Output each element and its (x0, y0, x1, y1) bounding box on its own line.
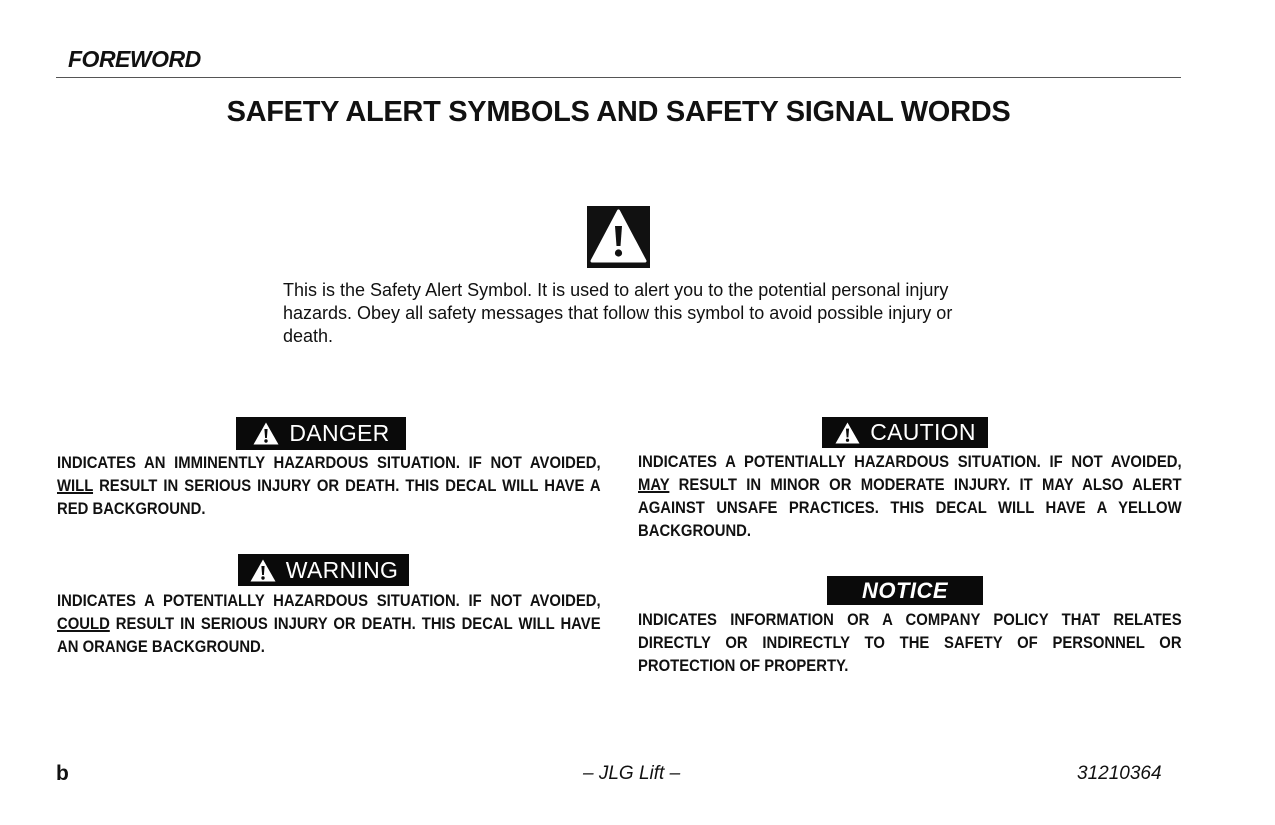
caution-description (638, 451, 1182, 543)
warning-description (57, 590, 601, 659)
caution-word: CAUTION (870, 419, 976, 445)
page-title: SAFETY ALERT SYMBOLS AND SAFETY SIGNAL WORDS (226, 96, 1011, 128)
footer-publisher: – JLG Lift – (583, 763, 681, 784)
caution-text-after: RESULT IN MINOR OR MODERATE INJURY. IT MAY ALSO ALERT AGAINST UNSAFE PRACTICES. THIS DECAL WILL HAVE A YELLOW BACKGROUND. (638, 476, 1182, 540)
warning-label (238, 554, 409, 586)
section-title: FOREWORD (68, 46, 201, 72)
document-number: 31210364 (1077, 763, 1162, 784)
warning-triangle-icon (249, 558, 277, 583)
safety-alert-description: This is the Safety Alert Symbol. It is used to alert you to the potential personal injury hazards. Obey all safety messages that follow this symbol to avoid possible injury or death. (283, 280, 953, 346)
safety-alert-symbol (587, 206, 650, 268)
warning-triangle-icon (587, 206, 650, 268)
warning-triangle-icon (834, 421, 861, 445)
warning-word: WARNING (285, 556, 399, 583)
warning-triangle-icon (252, 421, 280, 446)
notice-word: NOTICE (861, 577, 949, 603)
header-divider (56, 77, 1181, 78)
danger-word: DANGER (289, 420, 390, 446)
danger-text-after: RESULT IN SERIOUS INJURY OR DEATH. THIS DECAL WILL HAVE A RED BACKGROUND. (57, 477, 601, 518)
page-letter: b (56, 762, 69, 785)
danger-label (236, 417, 406, 450)
notice-label (827, 576, 983, 605)
danger-keyword: WILL (57, 477, 94, 495)
warning-text-before: INDICATES A POTENTIALLY HAZARDOUS SITUATION. IF NOT AVOIDED, (57, 592, 601, 610)
caution-keyword: MAY (638, 476, 670, 494)
warning-text-after: RESULT IN SERIOUS INJURY OR DEATH. THIS DECAL WILL HAVE AN ORANGE BACKGROUND. (57, 615, 601, 656)
caution-text-before: INDICATES A POTENTIALLY HAZARDOUS SITUATION. IF NOT AVOIDED, (638, 453, 1182, 471)
caution-label (822, 417, 988, 448)
danger-text-before: INDICATES AN IMMINENTLY HAZARDOUS SITUATION. IF NOT AVOIDED, (57, 454, 601, 472)
notice-description: INDICATES INFORMATION OR A COMPANY POLICY THAT RELATES DIRECTLY OR INDIRECTLY TO THE SAFETY OF PERSONNEL OR PROTECTION OF PROPERTY. (638, 611, 1182, 675)
danger-description (57, 452, 601, 521)
warning-keyword: COULD (57, 615, 110, 633)
